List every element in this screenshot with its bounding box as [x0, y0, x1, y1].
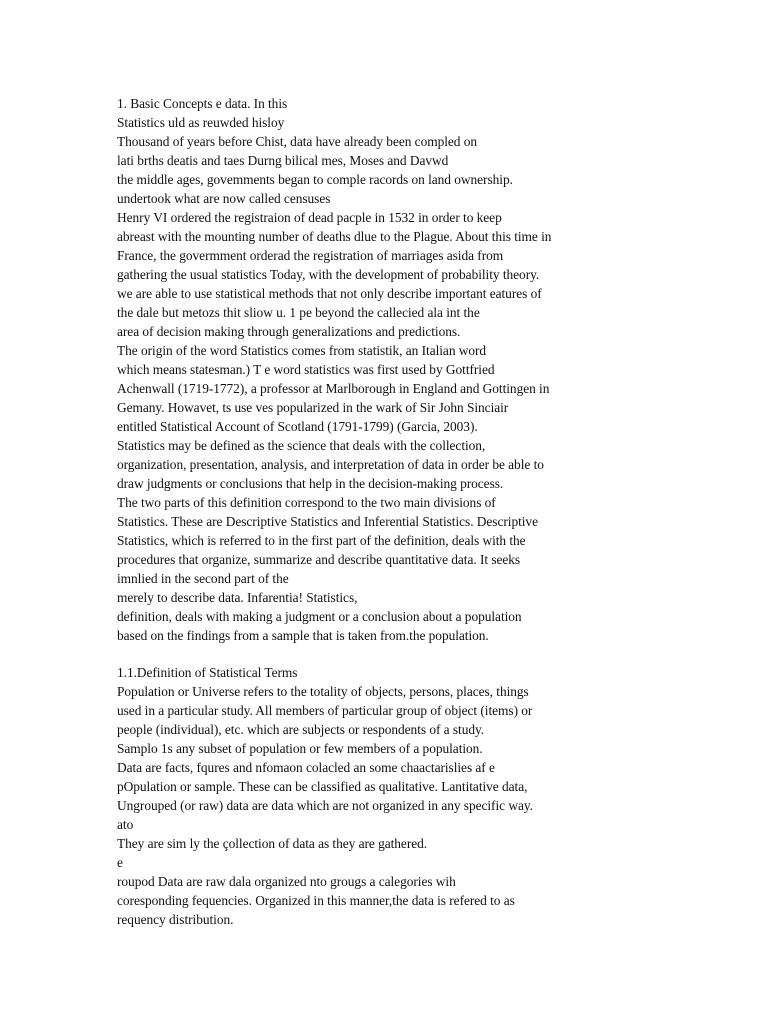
text-line: pOpulation or sample. These can be classified as qualitative. Lantitative data, [117, 779, 528, 794]
text-line: imnlied in the second part of the [117, 571, 289, 586]
text-line: Statistics uld as reuwded hisloy [117, 115, 285, 130]
text-line: the dale but metozs thit sliow u. 1 pe beyond the callecied ala int the [117, 305, 480, 320]
text-line: organization, presentation, analysis, and interpretation of data in order be able to [117, 457, 544, 472]
text-line: They are sim ly the çollection of data as they are gathered. [117, 836, 428, 851]
text-line: Statistics, which is referred to in the first part of the definition, deals with the [117, 533, 526, 548]
text-line: ato [117, 817, 134, 832]
text-line: used in a particular study. All members of particular group of object (items) or [117, 703, 533, 718]
text-line: Statistics. These are Descriptive Statistics and Inferential Statistics. Descriptive [117, 514, 538, 529]
text-line: area of decision making through generalizations and predictions. [117, 324, 461, 339]
text-line: Gemany. Howavet, ts use ves popularized in the wark of Sir John Sinciair [117, 400, 509, 415]
text-line: the middle ages, govemments began to comple racords on land ownership. [117, 172, 513, 187]
text-line: Samplo 1s any subset of population or few members of a population. [117, 741, 483, 756]
text-line: 1. Basic Concepts e data. In this [117, 96, 288, 111]
text-line: entitled Statistical Account of Scotland (1791-1799) (Garcia, 2003). [117, 419, 478, 434]
text-line: people (individual), etc. which are subjects or respondents of a study. [117, 722, 485, 737]
text-line: The origin of the word Statistics comes from statistik, an Italian word [117, 343, 487, 358]
text-line: The two parts of this definition correspond to the two main divisions of [117, 495, 496, 510]
text-line: Data are facts, fqures and nfomaon colacled an some chaactarislies af e [117, 760, 495, 775]
text-line: Ungrouped (or raw) data are data which are not organized in any specific way. [117, 798, 533, 813]
section-heading: 1.1.Definition of Statistical Terms [117, 665, 298, 680]
text-line: definition, deals with making a judgment or a conclusion about a population [117, 609, 522, 624]
text-line: lati brths deatis and taes Durng bilical mes, Moses and Davwd [117, 153, 449, 168]
text-line: France, the govermment orderad the registration of marriages asida from [117, 248, 504, 263]
text-line: Achenwall (1719-1772), a professor at Marlborough in England and Gottingen in [117, 381, 550, 396]
text-line: Statistics may be defined as the science that deals with the collection, [117, 438, 486, 453]
text-line: draw judgments or conclusions that help in the decision-making process. [117, 476, 504, 491]
text-line: roupod Data are raw dala organized nto grougs a calegories wih [117, 874, 456, 889]
text-line: Thousand of years before Chist, data have already been compled on [117, 134, 478, 149]
text-line: abreast with the mounting number of deaths dlue to the Plague. About this time in [117, 229, 552, 244]
text-line: we are able to use statistical methods that not only describe important eatures of [117, 286, 542, 301]
text-line: e [117, 855, 123, 870]
text-line: which means statesman.) T e word statistics was first used by Gottfried [117, 362, 495, 377]
text-line: procedures that organize, summarize and describe quantitative data. It seeks [117, 552, 521, 567]
text-line: gathering the usual statistics Today, with the development of probability theory. [117, 267, 540, 282]
text-line: Population or Universe refers to the totality of objects, persons, places, things [117, 684, 529, 699]
text-line: coresponding fequencies. Organized in this manner,the data is refered to as [117, 893, 515, 908]
text-line: merely to describe data. Infarentia! Statistics, [117, 590, 358, 605]
text-line: requency distribution. [117, 912, 234, 927]
text-line: based on the findings from a sample that is taken from.the population. [117, 628, 489, 643]
text-line: Henry VI ordered the registraion of dead pacple in 1532 in order to keep [117, 210, 502, 225]
text-line: undertook what are now called censuses [117, 191, 331, 206]
